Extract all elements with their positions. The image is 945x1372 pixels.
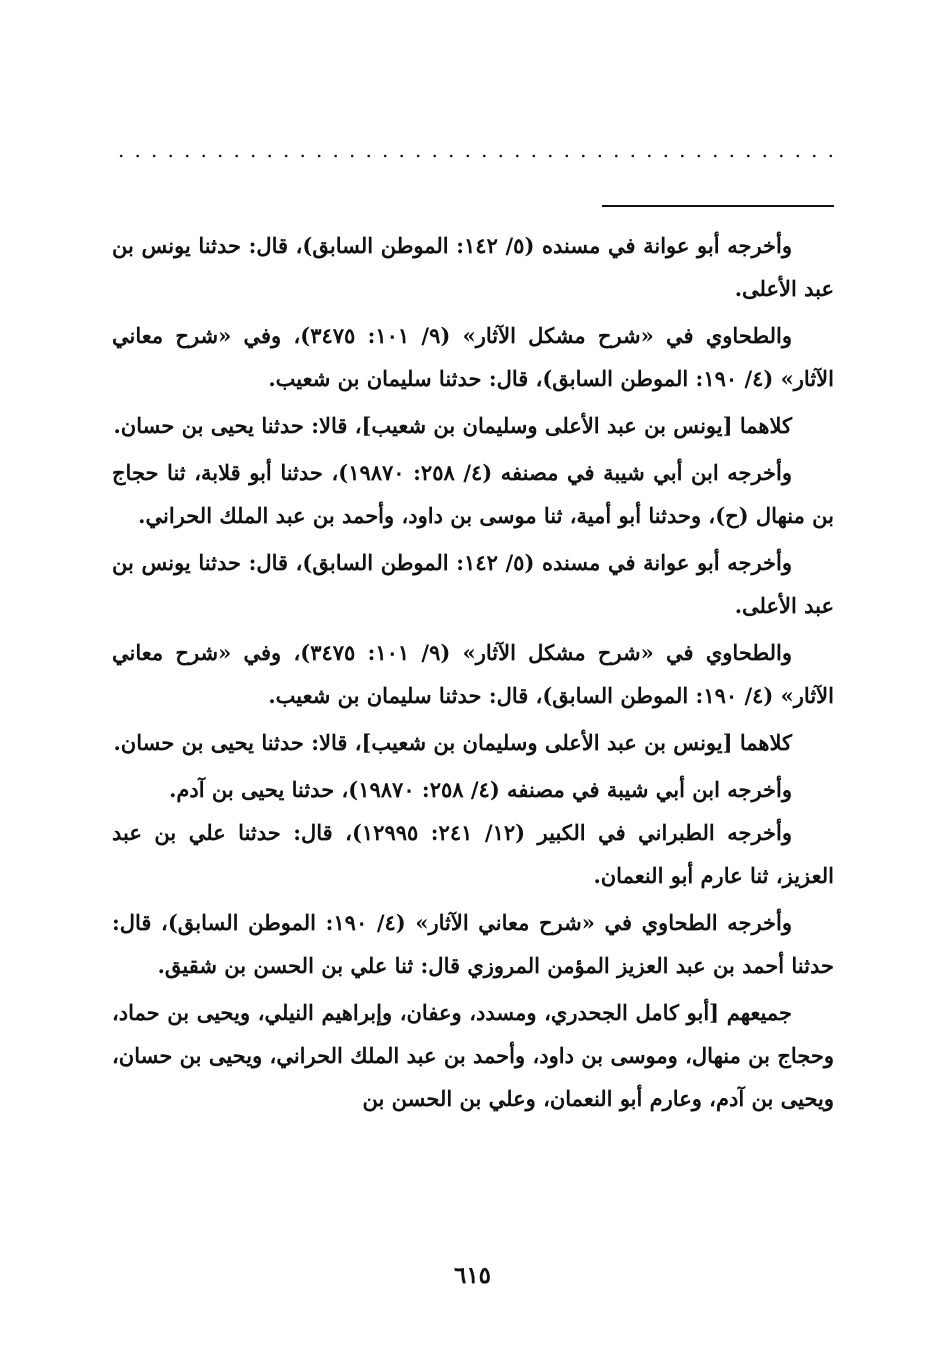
paragraph-2: والطحاوي في «شرح مشكل الآثار» (٩/ ١٠١: ٣٤٧٥)، وفي «شرح معاني الآثار» (٤/ ١٩٠: الموطن السابق)، قال: حدثنا سليمان بن شعيب. [112,323,834,391]
paragraph-11: جميعهم [أبو كامل الجحدري، ومسدد، وعفان، وإبراهيم النيلي، ويحيى بن حماد، وحجاج بن منهال، وموسى بن داود، وأحمد بن عبد الملك الحراني، ويحيى بن حسان، ويحيى بن آدم، وعارم أبو النعمان، وعلي بن الحسن بن [112,1000,834,1111]
main-text-block [112,224,834,1120]
dotted-separator: . . . . . . . . . . . . . . . . . . . . . . . . . . . . . . . . . . . . . . . . . . . . [118,140,834,160]
footnote-rule [602,205,834,207]
paragraph-8: وأخرجه ابن أبي شيبة في مصنفه (٤/ ٢٥٨: ١٩٨٧٠)، حدثنا يحيى بن آدم. [169,777,792,802]
paragraph-5: وأخرجه أبو عوانة في مسنده (٥/ ١٤٢: الموطن السابق)، قال: حدثنا يونس بن عبد الأعلى. [112,550,834,618]
paragraph-7: كلاهما [يونس بن عبد الأعلى وسليمان بن شعيب]، قالا: حدثنا يحيى بن حسان. [113,730,792,755]
paragraph-10: وأخرجه الطحاوي في «شرح معاني الآثار» (٤/ ١٩٠: الموطن السابق)، قال: حدثنا أحمد بن عبد العزيز المؤمن المروزي قال: ثنا علي بن الحسن بن شقيق. [112,910,834,978]
page-number: ٦١٥ [453,1262,492,1289]
paragraph-1: وأخرجه أبو عوانة في مسنده (٥/ ١٤٢: الموطن السابق)، قال: حدثنا يونس بن عبد الأعلى. [112,233,834,301]
paragraph-4: وأخرجه ابن أبي شيبة في مصنفه (٤/ ٢٥٨: ١٩٨٧٠)، حدثنا أبو قلابة، ثنا حجاج بن منهال (ح)، وحدثنا أبو أمية، ثنا موسى بن داود، وأحمد بن عبد الملك الحراني. [112,460,834,528]
paragraph-9: وأخرجه الطبراني في الكبير (١٢/ ٢٤١: ١٢٩٩٥)، قال: حدثنا علي بن عبد العزيز، ثنا عارم أبو النعمان. [112,820,834,888]
paragraph-6: والطحاوي في «شرح مشكل الآثار» (٩/ ١٠١: ٣٤٧٥)، وفي «شرح معاني الآثار» (٤/ ١٩٠: الموطن السابق)، قال: حدثنا سليمان بن شعيب. [112,640,834,708]
paragraph-3: كلاهما [يونس بن عبد الأعلى وسليمان بن شعيب]، قالا: حدثنا يحيى بن حسان. [113,413,792,438]
